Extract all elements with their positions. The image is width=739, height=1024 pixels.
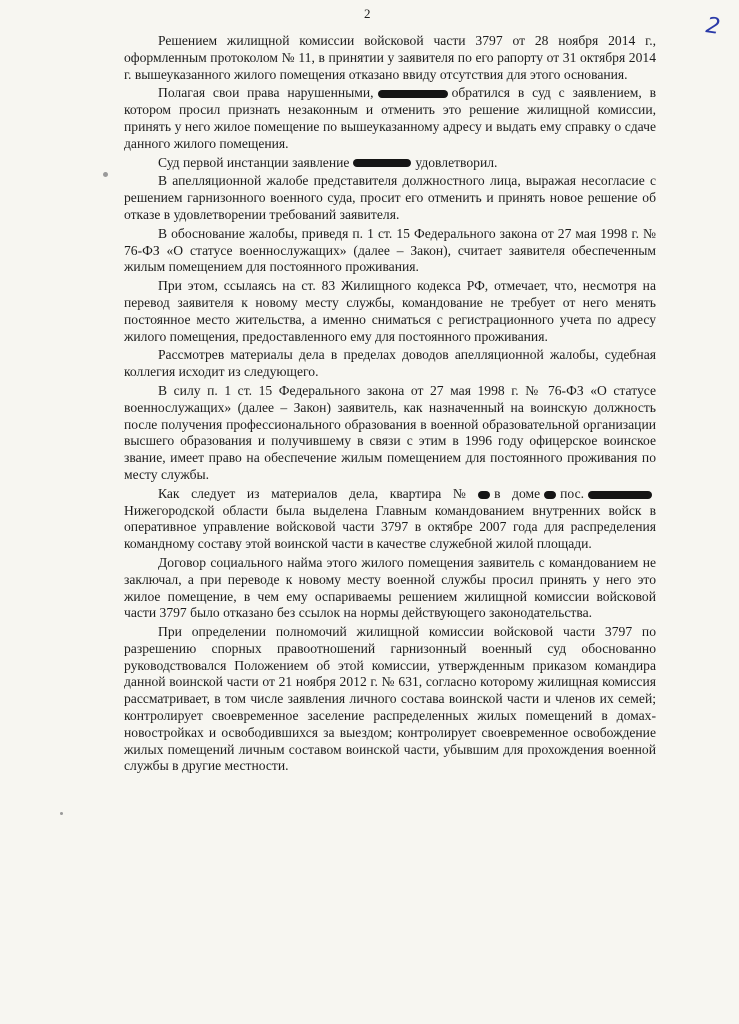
paragraph-3 <box>124 155 656 172</box>
redacted-house-number <box>544 491 556 499</box>
paragraph-5: В обоснование жалобы, приведя п. 1 ст. 15 Федерального закона от 27 мая 1998 г. № 76-ФЗ «О статусе военнослужащих» (далее – Закон), считает заявителя обеспеченным жилым помещением для постоянного проживания. <box>124 225 656 275</box>
paragraph-3-end: удовлетворил. <box>415 154 498 170</box>
paragraph-1: Решением жилищной комиссии войсковой части 3797 от 28 ноября 2014 г., оформленным протоколом № 11, в принятии у заявителя по его рапорту от 31 октября 2014 г. вышеуказанного жилого помещения отказано ввиду отсутствия для этого основания. <box>124 33 656 82</box>
paragraph-9-part-2: в доме <box>494 485 541 501</box>
paragraph-2-start: Полагая свои права нарушенными, <box>158 85 374 101</box>
paragraph-9-part-1: Как следует из материалов дела, квартира № <box>158 485 475 501</box>
scan-speck <box>60 812 63 815</box>
redacted-name <box>378 90 448 98</box>
paragraph-6: При этом, ссылаясь на ст. 83 Жилищного кодекса РФ, отмечает, что, несмотря на перевод заявителя к новому месту службы, командование не требует от него менять постоянное место жительства, а именно сниматься с регистрационного учета по адресу жилого помещения, предоставленного ему для постоянного проживания. <box>124 278 656 344</box>
handwritten-page-mark: 2 <box>704 13 722 40</box>
redacted-settlement-name <box>588 491 652 499</box>
paragraph-2 <box>124 85 656 152</box>
paragraph-7: Рассмотрев материалы дела в пределах доводов апелляционной жалобы, судебная коллегия исходит из следующего. <box>124 347 656 380</box>
document-body <box>124 33 656 777</box>
page-number: 2 <box>364 6 371 21</box>
redacted-name <box>353 159 411 167</box>
scan-speck <box>103 172 108 177</box>
paragraph-4: В апелляционной жалобе представителя должностного лица, выражая несогласие с решением гарнизонного военного суда, просит его отменить и принять новое решение об отказе в удовлетворении требований заявителя. <box>124 173 656 222</box>
paragraph-9-part-4: Нижегородской области была выделена Главным командованием внутренних войск в оперативное управление войсковой части 3797 в октябре 2007 года для распределения командному составу этой воинской части в качестве служебной жилой площади. <box>124 502 656 552</box>
paragraph-9 <box>124 486 656 553</box>
paragraph-11: При определении полномочий жилищной комиссии войсковой части 3797 по разрешению спорных правоотношений гарнизонный военный суд обоснованно руководствовался Положением об этой комиссии, утвержденным приказом командира данной воинской части от 21 ноября 2012 г. № 631, согласно которому жилищная комиссия рассматривает, в том числе заявления личного состава воинской части и членов их семей; контролирует своевременное заселение распределенных жилых помещений в домах-новостройках и освободившихся за выездом; контролирует своевременное освобождение жилых помещений личным составом воинской части, убывшим для прохождения военной службы в другие местности. <box>124 624 656 774</box>
paragraph-10: Договор социального найма этого жилого помещения заявитель с командованием не заключал, а при переводе к новому месту военной службы просил принять у него это жилое помещение, в чем ему оспариваемы решением жилищной комиссии войсковой части 3797 было отказано без ссылок на нормы действующего законодательства. <box>124 554 656 621</box>
paragraph-9-part-3: пос. <box>560 485 584 501</box>
paragraph-8: В силу п. 1 ст. 15 Федерального закона от 27 мая 1998 г. № 76-ФЗ «О статусе военнослужащих» (далее – Закон) заявитель, как назначенный на воинскую должность после получения профессионального образования в военной образовательной организации высшего образования и получившему в связи с этим в 1996 году офицерское воинское звание, имеет право на обеспечение жилым помещением для постоянного проживания по месту службы. <box>124 382 656 482</box>
redacted-apartment-number <box>478 491 490 499</box>
paragraph-2-end: обратился в суд с заявлением, в котором просил признать незаконным и отменить это решение жилищной комиссии, принять у него жилое помещение по вышеуказанному адресу и выдать ему справку о сдаче данного жилого помещения. <box>124 85 656 151</box>
paragraph-3-start: Суд первой инстанции заявление <box>158 154 350 170</box>
